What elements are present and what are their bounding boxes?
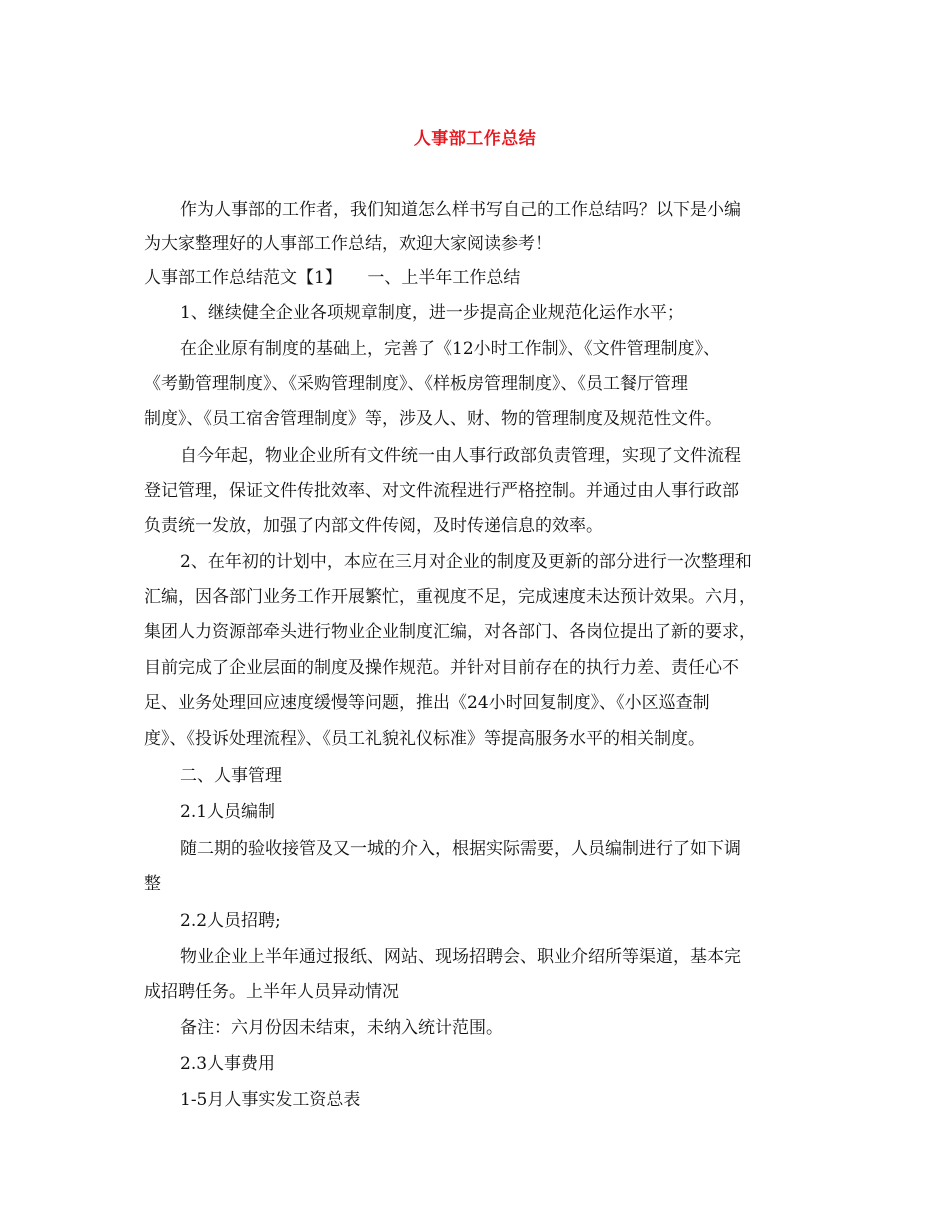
document-title: 人事部工作总结: [413, 129, 537, 149]
paragraph-line: 为大家整理好的人事部工作总结，欢迎大家阅读参考！: [144, 234, 552, 254]
paragraph-line: 成招聘任务。上半年人员异动情况: [144, 982, 399, 1002]
paragraph-line: 《考勤管理制度》、《采购管理制度》、《样板房管理制度》、《员工餐厅管理: [144, 374, 688, 394]
note-line: 备注：六月份因未结束，未纳入统计范围。: [180, 1018, 503, 1038]
subsection-heading: 2.2人员招聘;: [180, 911, 281, 931]
table-caption: 1-5月人事实发工资总表: [180, 1090, 361, 1110]
paragraph-line: 汇编，因各部门业务工作开展繁忙，重视度不足，完成速度未达预计效果。六月，: [144, 587, 756, 607]
paragraph-line: 制度》、《员工宿舍管理制度》等，涉及人、财、物的管理制度及规范性文件。: [144, 409, 722, 429]
paragraph-line: 自今年起，物业企业所有文件统一由人事行政部负责管理，实现了文件流程: [180, 446, 741, 466]
subsection-heading: 2.3人事费用: [180, 1054, 276, 1074]
paragraph-line: 物业企业上半年通过报纸、网站、现场招聘会、职业介绍所等渠道，基本完: [180, 947, 741, 967]
section-heading-line: 人事部工作总结范文【1】 一、上半年工作总结: [144, 268, 521, 288]
section-heading: 二、人事管理: [180, 766, 282, 786]
paragraph-line: 登记管理，保证文件传批效率、对文件流程进行严格控制。并通过由人事行政部: [144, 481, 739, 501]
paragraph-line: 集团人力资源部牵头进行物业企业制度汇编，对各部门、各岗位提出了新的要求，: [144, 622, 756, 642]
paragraph-line: 目前完成了企业层面的制度及操作规范。并针对目前存在的执行力差、责任心不: [144, 658, 739, 678]
paragraph-line: 随二期的验收接管及又一城的介入，根据实际需要，人员编制进行了如下调: [180, 839, 741, 859]
paragraph-line: 度》、《投诉处理流程》、《员工礼貌礼仪标准》等提高服务水平的相关制度。: [144, 729, 705, 749]
paragraph-line: 1、继续健全企业各项规章制度，进一步提高企业规范化运作水平；: [180, 303, 684, 323]
paragraph-line: 足、业务处理回应速度缓慢等问题，推出《24小时回复制度》、《小区巡查制: [144, 693, 710, 713]
subsection-heading: 2.1人员编制: [180, 802, 276, 822]
paragraph-line: 负责统一发放，加强了内部文件传阅，及时传递信息的效率。: [144, 516, 603, 536]
paragraph-line: 作为人事部的工作者，我们知道怎么样书写自己的工作总结吗？以下是小编: [180, 200, 741, 220]
paragraph-line: 整: [144, 874, 161, 894]
paragraph-line: 2、在年初的计划中，本应在三月对企业的制度及更新的部分进行一次整理和: [180, 552, 752, 572]
paragraph-line: 在企业原有制度的基础上，完善了《12小时工作制》、《文件管理制度》、: [180, 339, 721, 359]
